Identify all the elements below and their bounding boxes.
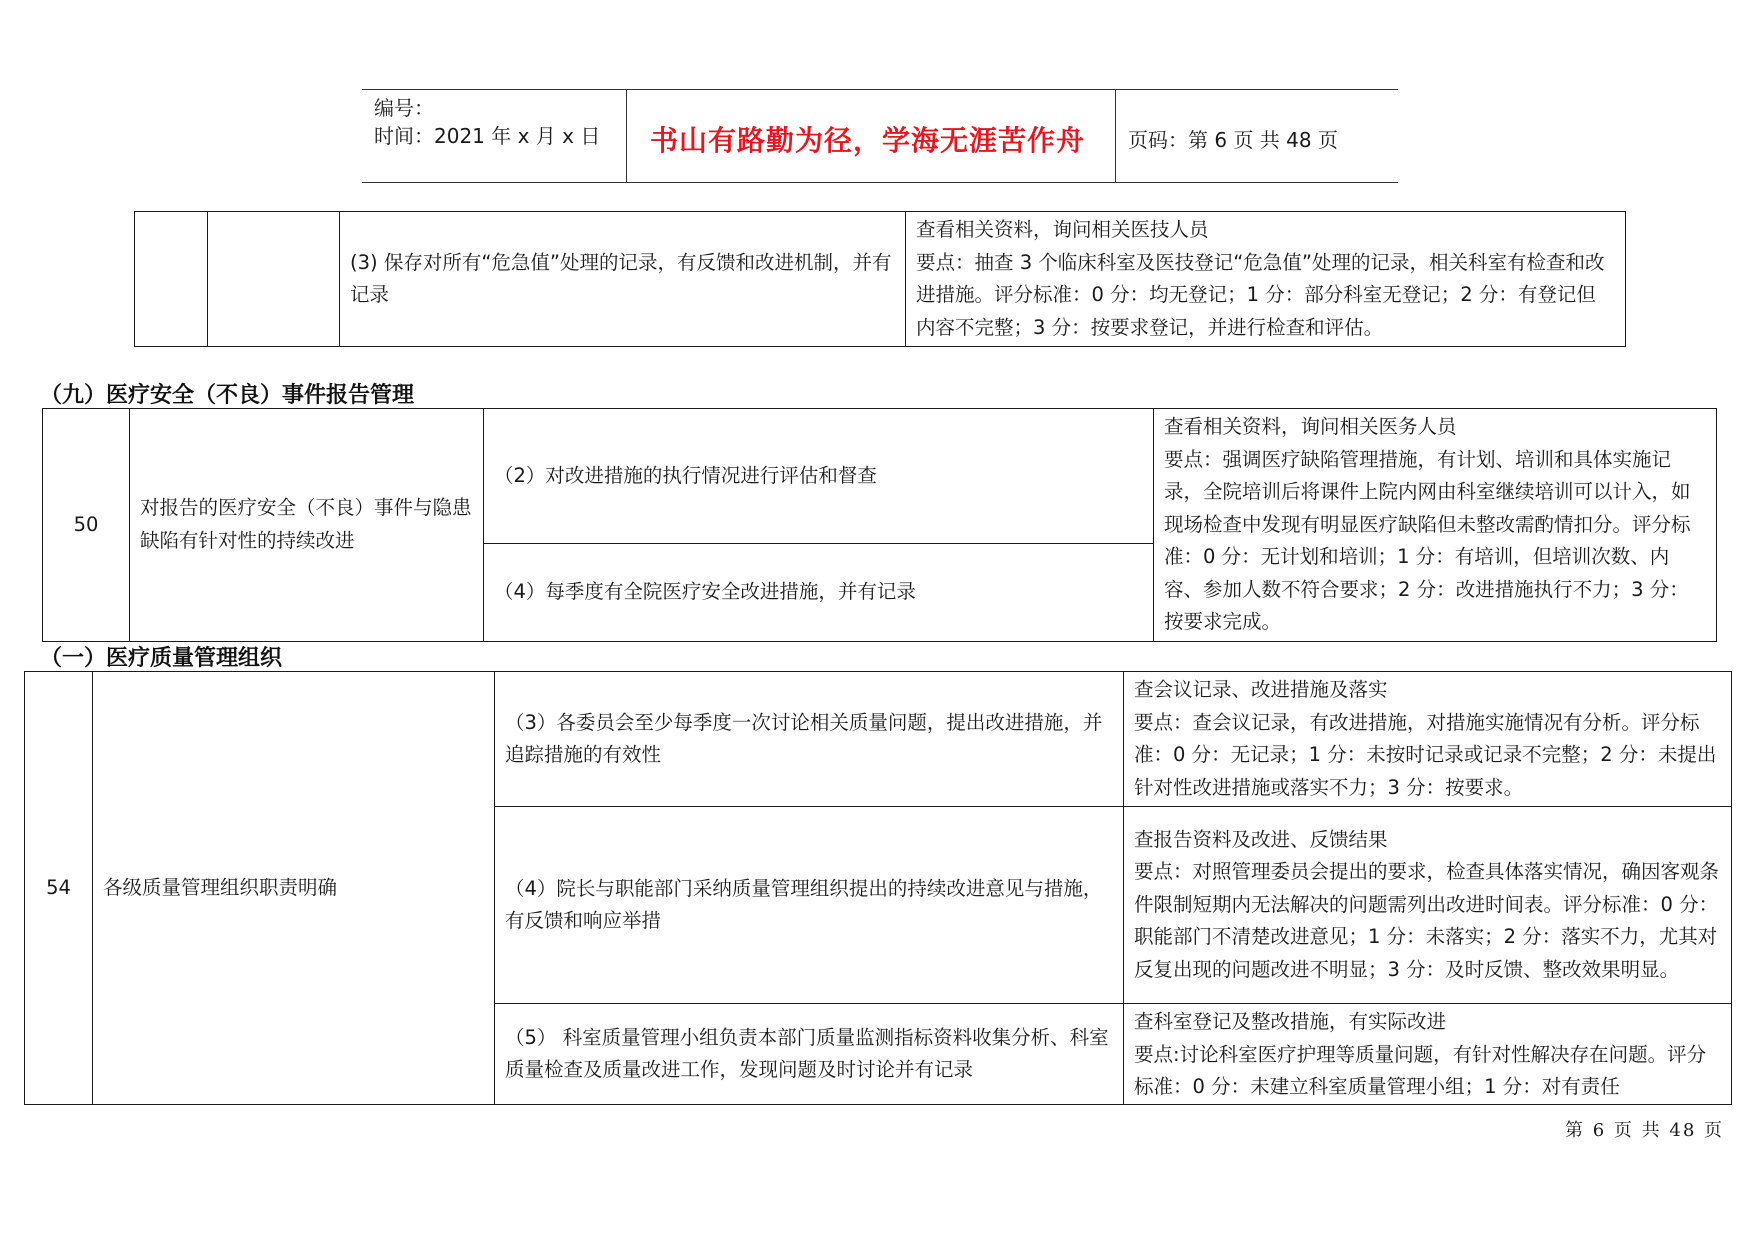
- method-text: 查看相关资料，询问相关医技人员: [916, 218, 1209, 241]
- item-cell: （3）各委员会至少每季度一次讨论相关质量问题，提出改进措施，并追踪措施的有效性: [495, 672, 1124, 807]
- table-row: [25, 672, 1732, 807]
- empty-cell: [135, 212, 208, 347]
- table-row: [43, 409, 1717, 544]
- points-text: 要点:讨论科室医疗护理等质量问题，有针对性解决存在问题。评分标准：0 分：未建立科室质量管理小组；1 分：对有责任: [1134, 1042, 1707, 1098]
- assessment-cell: [1154, 409, 1717, 642]
- method-text: 查会议记录、改进措施及落实: [1134, 678, 1388, 701]
- points-text: 要点：抽查 3 个临床科室及医技登记“危急值”处理的记录，相关科室有检查和改进措施。评分标准：0 分：均无登记；1 分：部分科室无登记；2 分：有登记但内容不完整；3 分：按要求登记，并进行检查和评估。: [916, 250, 1605, 339]
- item-cell: （4）每季度有全院医疗安全改进措施，并有记录: [484, 544, 1154, 641]
- criteria-table-section1: [24, 671, 1732, 1105]
- empty-cell: [208, 212, 340, 347]
- criteria-number: 54: [25, 672, 93, 1105]
- item-cell: （4）院长与职能部门采纳质量管理组织提出的持续改进意见与措施，有反馈和响应举措: [495, 807, 1124, 1004]
- points-text: 要点：强调医疗缺陷管理措施，有计划、培训和具体实施记录，全院培训后将课件上院内网由科室继续培训可以计入，如现场检查中发现有明显医疗缺陷但未整改需酌情扣分。评分标准：0 分：无计划和培训；1 分：有培训，但培训次数、内容、参加人数不符合要求；2 分：改进措施执行不力；3 分：按要求完成。: [1164, 447, 1691, 633]
- page-indicator: 页码：第 6 页 共 48 页: [1128, 128, 1338, 152]
- criteria-standard: 对报告的医疗安全（不良）事件与隐患缺陷有针对性的持续改进: [130, 409, 484, 642]
- criteria-table-section9: [42, 408, 1717, 642]
- method-text: 查科室登记及整改措施，有实际改进: [1134, 1010, 1447, 1033]
- method-text: 查看相关资料，询问相关医务人员: [1164, 415, 1457, 438]
- header-bottom-rule: [362, 182, 1398, 183]
- assessment-cell: [1124, 807, 1732, 1004]
- item-cell: （5） 科室质量管理小组负责本部门质量监测指标资料收集分析、科室质量检查及质量改进工作，发现问题及时讨论并有记录: [495, 1004, 1124, 1105]
- criteria-number: 50: [43, 409, 130, 642]
- assessment-cell: [1124, 1004, 1732, 1105]
- section-title: （一）医疗质量管理组织: [40, 646, 283, 671]
- table-row: [135, 212, 1626, 347]
- item-cell: （2）对改进措施的执行情况进行评估和督查: [484, 409, 1154, 544]
- header-top-rule: [362, 89, 1398, 90]
- header-motto: 书山有路勤为径，学海无涯苦作舟: [650, 124, 1086, 157]
- item-cell: (3) 保存对所有“危急值”处理的记录，有反馈和改进机制，并有记录: [340, 212, 906, 347]
- points-text: 要点：对照管理委员会提出的要求，检查具体落实情况，确因客观条件限制短期内无法解决的问题需列出改进时间表。评分标准：0 分：职能部门不清楚改进意见；1 分：未落实；2 分：落实不力，尤其对反复出现的问题改进不明显；3 分：及时反馈、整改效果明显。: [1134, 860, 1720, 981]
- header-divider: [1115, 89, 1116, 182]
- points-text: 要点：查会议记录，有改进措施，对措施实施情况有分析。评分标准：0 分：无记录；1 分：未按时记录或记录不完整；2 分：未提出针对性改进措施或落实不力；3 分：按要求。: [1134, 710, 1717, 799]
- assessment-cell: [1124, 672, 1732, 807]
- document-date: 时间：2021 年 x 月 x 日: [374, 124, 601, 148]
- page-footer: 第 6 页 共 48 页: [1565, 1120, 1724, 1141]
- method-text: 查报告资料及改进、反馈结果: [1134, 827, 1388, 851]
- criteria-standard: 各级质量管理组织职责明确: [93, 672, 495, 1105]
- section-title: （九）医疗安全（不良）事件报告管理: [40, 383, 415, 408]
- header-divider: [626, 89, 627, 182]
- assessment-cell: [906, 212, 1626, 347]
- criteria-table-continued: [134, 211, 1626, 347]
- document-number-label: 编号：: [374, 96, 434, 120]
